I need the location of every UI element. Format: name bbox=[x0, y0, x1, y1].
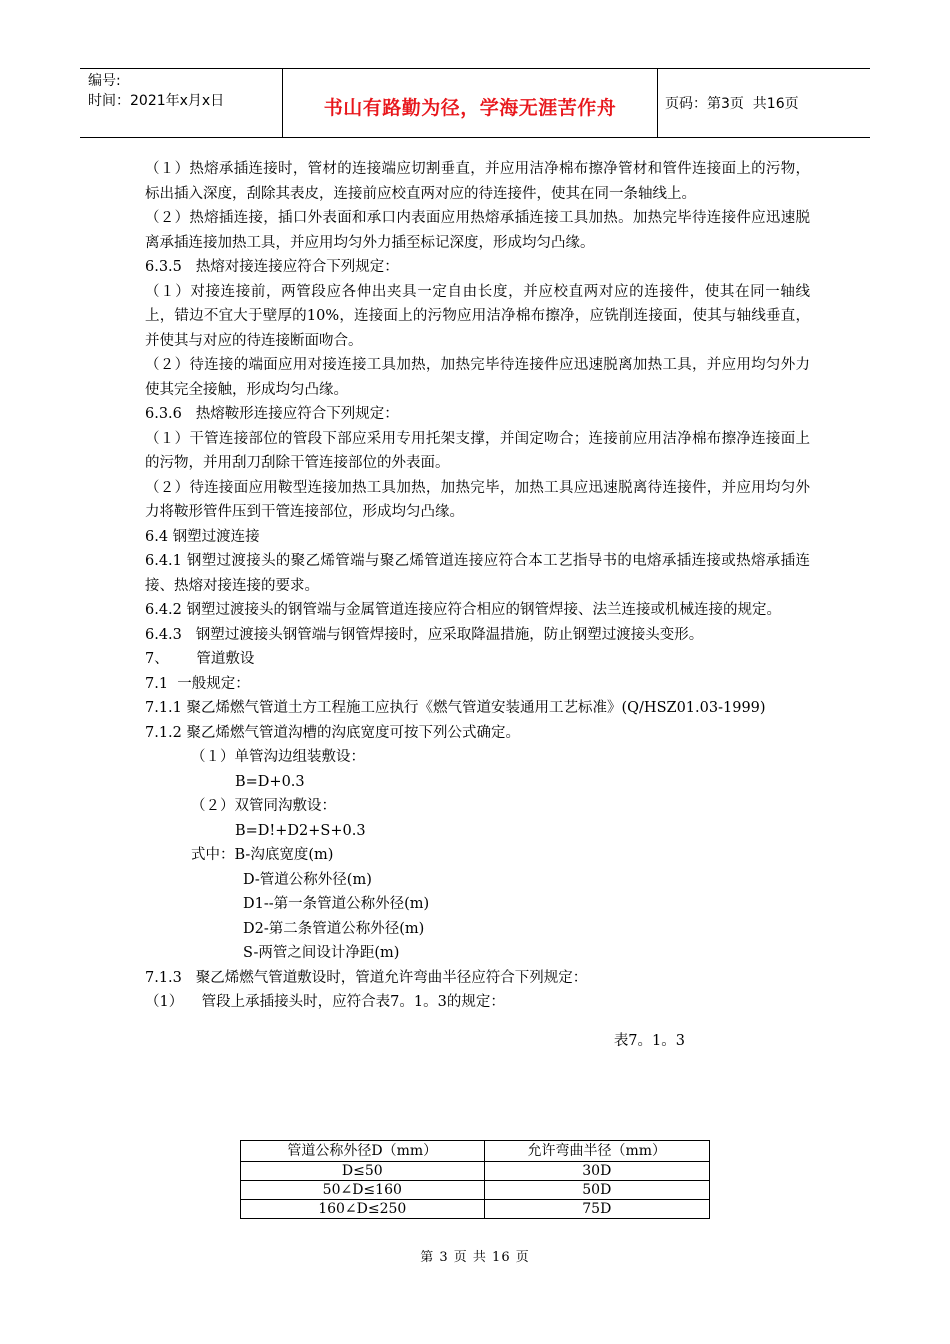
table-header-row bbox=[241, 1141, 710, 1162]
formula-item: （２）双管同沟敷设： bbox=[191, 798, 336, 814]
formula-legend: D2-第二条管道公称外径(m) bbox=[243, 920, 425, 937]
table-row bbox=[241, 1181, 710, 1200]
bend-radius-table bbox=[240, 1140, 710, 1219]
header-motto: 书山有路勤为径，学海无涯苦作舟 bbox=[323, 96, 617, 119]
header-page-cell bbox=[665, 69, 870, 137]
doc-code-label: 编号: bbox=[88, 73, 121, 89]
table-cell: 75D bbox=[484, 1200, 709, 1219]
table-cell: D≤50 bbox=[241, 1162, 485, 1181]
paragraph: 7.1.3 聚乙烯燃气管道敷设时，管道允许弯曲半径应符合下列规定： bbox=[145, 969, 588, 986]
table-header-cell: 管道公称外径D（mm） bbox=[241, 1141, 485, 1162]
paragraph: 6.4.3 钢塑过渡接头钢管端与钢管焊接时，应采取降温措施，防止钢塑过渡接头变形。 bbox=[145, 626, 704, 643]
formula-legend: 式中：B-沟底宽度(m) bbox=[191, 847, 334, 863]
paragraph: （１）对接连接前，两管段应各伸出夹具一定自由长度，并应校直两对应的连接件，使其在同一轴线上，错边不宜大于壁厚的10%，连接面上的污物应用洁净棉布擦净，应铣削连接面，使其与轴线垂直，并使其与对应的待连接断面吻合。 bbox=[145, 283, 810, 349]
section-heading: 6.3.5 热熔对接连接应符合下列规定： bbox=[145, 259, 399, 275]
header-motto-cell bbox=[283, 69, 658, 137]
header-meta bbox=[80, 69, 283, 137]
table-header-cell: 允许弯曲半径（mm） bbox=[484, 1141, 709, 1162]
formula-legend: D-管道公称外径(m) bbox=[243, 871, 372, 888]
paragraph: （1） 管段上承插接头时，应符合表7。1。3的规定： bbox=[145, 994, 505, 1010]
formula-legend: D1--第一条管道公称外径(m) bbox=[243, 896, 430, 912]
table-cell: 30D bbox=[484, 1162, 709, 1181]
table-caption: 表7。1。3 bbox=[613, 1033, 685, 1049]
paragraph: 6.4.2 钢塑过渡接头的钢管端与金属管道连接应符合相应的钢管焊接、法兰连接或机械连接的规定。 bbox=[145, 602, 781, 618]
formula-legend: S-两管之间设计净距(m) bbox=[243, 945, 400, 961]
paragraph: （２）待连接面应用鞍型连接加热工具加热，加热完毕，加热工具应迅速脱离待连接件，并应用均匀外力将鞍形管件压到干管连接部位，形成均匀凸缘。 bbox=[145, 479, 810, 520]
table-row bbox=[241, 1162, 710, 1181]
section-heading: 7.1 一般规定： bbox=[145, 675, 250, 692]
doc-time-label: 时间：2021年x月x日 bbox=[88, 93, 225, 109]
paragraph: （１）热熔承插连接时，管材的连接端应切割垂直，并应用洁净棉布擦净管材和管件连接面上的污物，标出插入深度，刮除其表皮，连接前应校直两对应的待连接件，使其在同一条轴线上。 bbox=[145, 161, 810, 202]
table-cell: 50D bbox=[484, 1181, 709, 1200]
document-body bbox=[145, 157, 810, 1068]
formula: B=D+0.3 bbox=[235, 773, 305, 790]
paragraph: （２）待连接的端面应用对接连接工具加热，加热完毕待连接件应迅速脱离加热工具，并应用均匀外力使其完全接触，形成均匀凸缘。 bbox=[145, 357, 810, 398]
section-heading: 7、 管道敷设 bbox=[145, 651, 255, 667]
formula: B=D!+D2+S+0.3 bbox=[235, 822, 366, 839]
table-row bbox=[241, 1200, 710, 1219]
section-heading: 6.4 钢塑过渡连接 bbox=[145, 528, 260, 545]
paragraph: 7.1.1 聚乙烯燃气管道土方工程施工应执行《燃气管道安装通用工艺标准》(Q/HSZ01.03-1999) bbox=[145, 700, 766, 716]
page-footer: 第 3 页 共 16 页 bbox=[420, 1250, 530, 1265]
formula-item: （１）单管沟边组装敷设： bbox=[191, 749, 365, 765]
paragraph: （１）干管连接部位的管段下部应采用专用托架支撑，并闺定吻合；连接前应用洁净棉布擦净连接面上的污物，并用刮刀刮除干管连接部位的外表面。 bbox=[145, 430, 810, 471]
table-cell: 160∠D≤250 bbox=[241, 1200, 485, 1219]
paragraph: （２）热熔插连接，插口外表面和承口内表面应用热熔承插连接工具加热。加热完毕待连接件应迅速脱离承插连接加热工具，并应用均匀外力插至标记深度，形成均匀凸缘。 bbox=[145, 210, 810, 251]
section-heading: 6.3.6 热熔鞍形连接应符合下列规定： bbox=[145, 406, 399, 422]
table-cell: 50∠D≤160 bbox=[241, 1181, 485, 1200]
paragraph: 6.4.1 钢塑过渡接头的聚乙烯管端与聚乙烯管道连接应符合本工艺指导书的电熔承插连接或热熔承插连接、热熔对接连接的要求。 bbox=[145, 553, 810, 594]
paragraph: 7.1.2 聚乙烯燃气管道沟槽的沟底宽度可按下列公式确定。 bbox=[145, 724, 521, 741]
header-page-info: 页码：第3页 共16页 bbox=[665, 96, 799, 112]
page-header bbox=[80, 68, 870, 138]
